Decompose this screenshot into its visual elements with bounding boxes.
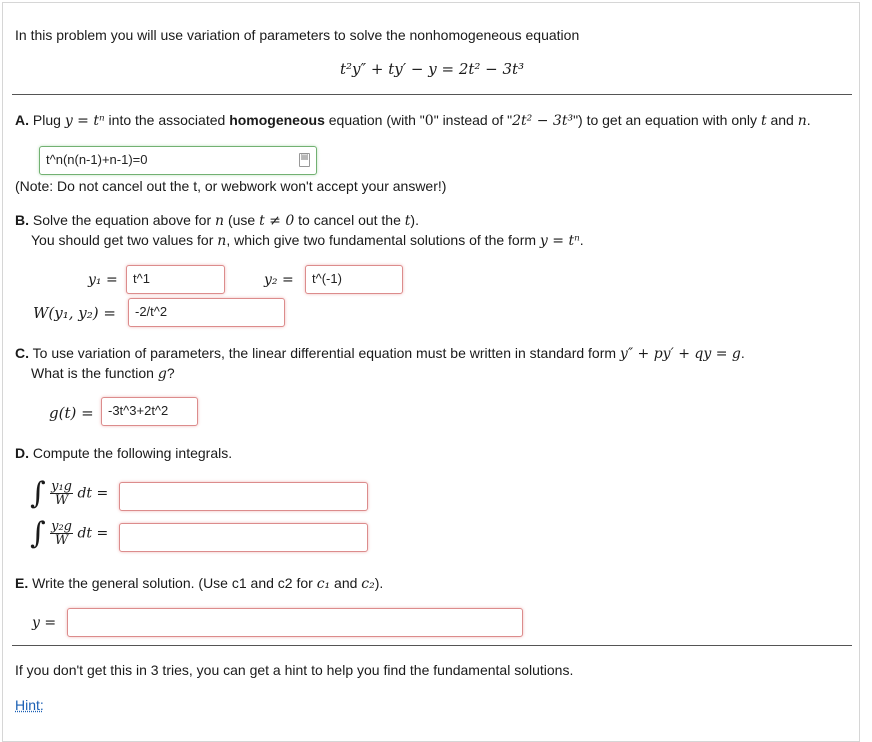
y-general-label: y =: [32, 615, 57, 631]
part-e-label: E.: [15, 575, 29, 591]
answer-y2-value: t^(-1): [312, 271, 342, 286]
part-d-label: D.: [15, 445, 29, 461]
integral-1-dt: dt =: [77, 485, 109, 502]
integral-2-fraction: [50, 520, 73, 548]
part-b-text: Solve the equation above for: [32, 212, 216, 228]
integral-1-fraction: [50, 480, 73, 508]
part-b-text: .: [579, 232, 584, 248]
part-c-standard: y″ + py′ + qy = g: [619, 346, 741, 362]
part-a-rhs: 2t² − 3t³: [512, 113, 574, 129]
part-a-zero: 0: [424, 113, 434, 129]
answer-integral-2-input[interactable]: [119, 523, 368, 552]
answer-g-input[interactable]: [101, 397, 198, 426]
part-b-cond: t ≠ 0: [259, 213, 295, 229]
integral-2-denominator: W: [54, 532, 69, 548]
y2-label: y₂ =: [264, 272, 294, 288]
part-e-text: Write the general solution. (Use c1 and c2 for: [32, 575, 317, 591]
part-b-n: n: [215, 213, 225, 229]
equation-editor-icon[interactable]: ▤: [299, 153, 310, 167]
part-e-c2: c₂: [361, 576, 375, 592]
part-c-line2: [31, 365, 175, 382]
part-a-t: t: [760, 113, 767, 129]
part-e-prompt: [15, 575, 383, 592]
integral-sign: ∫: [30, 476, 46, 511]
part-e-c1: c₁: [316, 576, 331, 592]
part-d-text: Compute the following integrals.: [32, 445, 233, 461]
part-e-text: and: [330, 575, 362, 591]
answer-a-input[interactable]: [39, 146, 317, 175]
part-b-t: t: [404, 213, 411, 229]
answer-wronskian-input[interactable]: [128, 298, 285, 327]
integral-1: [30, 476, 108, 511]
part-b-text: , which give two fundamental solutions of the form: [226, 232, 540, 248]
hint-note: If you don't get this in 3 tries, you can get a hint to help you find the fundamental solutions.: [15, 662, 574, 678]
part-a-prompt: [15, 112, 811, 129]
part-b-line2: [31, 232, 584, 249]
part-c-text: ?: [166, 365, 175, 381]
divider-bottom: [12, 645, 852, 646]
integral-sign: ∫: [30, 516, 46, 551]
part-b-prompt: [15, 212, 419, 229]
hint-link[interactable]: Hint:: [15, 697, 44, 713]
answer-y2-input[interactable]: [305, 265, 403, 294]
wronskian-label: W(y₁, y₂) =: [33, 304, 116, 322]
integral-2-dt: dt =: [77, 525, 109, 542]
part-b-text: to cancel out the: [294, 212, 405, 228]
integral-1-numerator: y₁g: [51, 478, 72, 494]
y1-label: y₁ =: [88, 272, 118, 288]
answer-wronskian-value: -2/t^2: [135, 304, 168, 319]
part-a-text: equation (with ": [324, 112, 425, 128]
part-c-label: C.: [15, 345, 29, 361]
answer-y1-value: t^1: [133, 271, 150, 286]
part-c-text: .: [740, 345, 745, 361]
part-a-text: and: [766, 112, 798, 128]
answer-a-value: t^n(n(n-1)+n-1)=0: [46, 152, 148, 167]
part-b-label: B.: [15, 212, 29, 228]
part-a-text: into the associated: [104, 112, 230, 128]
part-c-g: g: [157, 366, 167, 382]
part-b-text: (use: [224, 212, 260, 228]
part-a-text: Plug: [32, 112, 65, 128]
answer-integral-1-input[interactable]: [119, 482, 368, 511]
answer-general-solution-input[interactable]: [67, 608, 523, 637]
part-c-text: To use variation of parameters, the linear differential equation must be written in standard form: [32, 345, 620, 361]
part-c-text: What is the function: [31, 365, 158, 381]
part-b-text: You should get two values for: [31, 232, 218, 248]
integral-1-denominator: W: [54, 492, 69, 508]
part-e-text: ).: [374, 575, 384, 591]
divider-top: [12, 94, 852, 95]
part-a-text: ") to get an equation with only: [573, 112, 761, 128]
part-a-n: n: [797, 113, 807, 129]
integral-2-numerator: y₂g: [51, 518, 72, 534]
g-label: g(t) =: [49, 404, 94, 422]
part-d-prompt: [15, 445, 232, 461]
answer-y1-input[interactable]: [126, 265, 225, 294]
integral-2: [30, 516, 108, 551]
part-a-label: A.: [15, 112, 29, 128]
main-equation: t²y″ + ty′ − y = 2t² − 3t³: [340, 60, 525, 78]
part-b-form: y = tⁿ: [539, 233, 580, 249]
part-a-math: y = tⁿ: [64, 113, 105, 129]
part-a-bold: homogeneous: [229, 112, 325, 128]
part-a-text: " instead of ": [433, 112, 513, 128]
part-a-note: (Note: Do not cancel out the t, or webwork won't accept your answer!): [15, 178, 447, 194]
part-b-n: n: [217, 233, 227, 249]
part-c-prompt: [15, 345, 745, 362]
part-b-text: ).: [410, 212, 419, 228]
intro-text: In this problem you will use variation of parameters to solve the nonhomogeneous equation: [15, 27, 580, 43]
answer-g-value: -3t^3+2t^2: [108, 403, 169, 418]
part-a-text: .: [806, 112, 811, 128]
